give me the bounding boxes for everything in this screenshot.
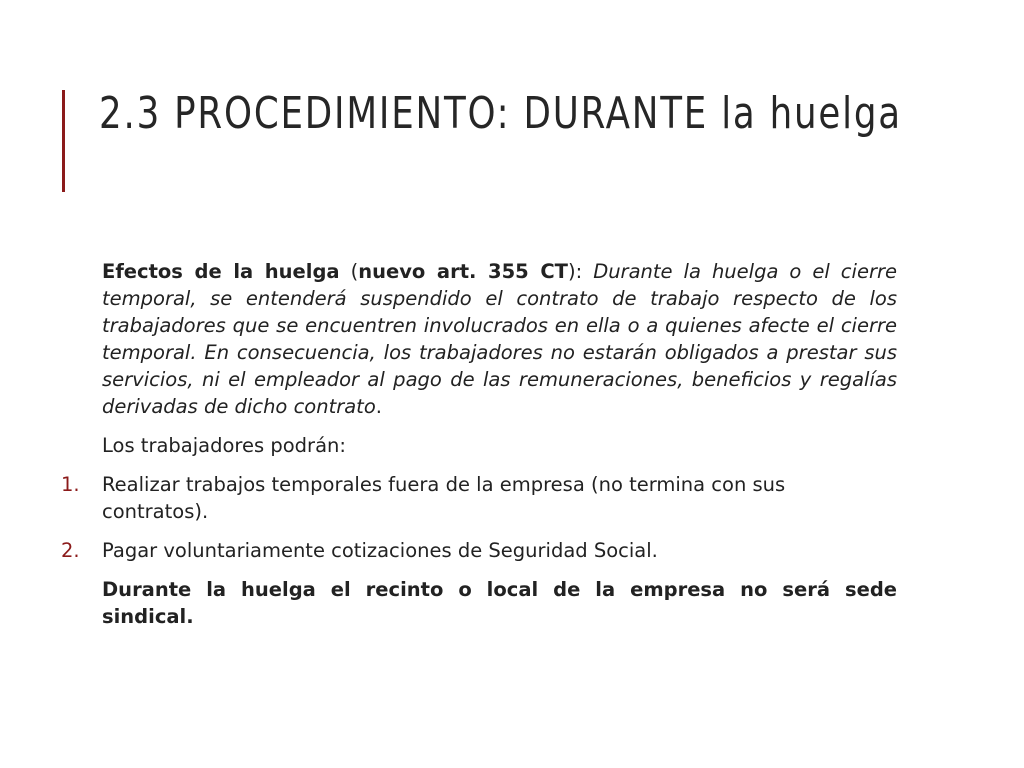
slide-title: 2.3 PROCEDIMIENTO: DURANTE la huelga bbox=[99, 88, 902, 139]
intro-label: Efectos de la huelga bbox=[102, 260, 340, 283]
rights-list bbox=[61, 471, 897, 564]
list-item-text: Realizar trabajos temporales fuera de la empresa (no termina con sus contratos). bbox=[102, 473, 786, 523]
intro-paren-close: ): bbox=[567, 260, 594, 283]
closing-statement: Durante la huelga el recinto o local de la empresa no será sede sindical. bbox=[102, 578, 897, 628]
list-item-text: Pagar voluntariamente cotizaciones de Seguridad Social. bbox=[102, 539, 658, 562]
list-item-number: 2. bbox=[61, 539, 80, 562]
intro-end-mark: . bbox=[375, 395, 382, 418]
title-accent-bar bbox=[62, 90, 65, 192]
list-item bbox=[61, 471, 897, 525]
intro-paragraph bbox=[102, 258, 897, 420]
list-item bbox=[61, 537, 897, 564]
list-item-number: 1. bbox=[61, 473, 80, 496]
intro-text: Durante la huelga o el cierre temporal, se entenderá suspendido el contrato de trabajo respecto de los trabajadores que se encuentren involucrados en ella o a quienes afecte el cierre temporal. En consecuencia, los trabajadores no estarán obligados a prestar sus servicios, ni el empleador al pago de las remuneraciones, beneficios y regalías derivadas de dicho contrato bbox=[102, 260, 897, 418]
lead-in-text: Los trabajadores podrán: bbox=[102, 434, 346, 457]
intro-article-ref: nuevo art. 355 CT bbox=[358, 260, 568, 283]
slide-body bbox=[61, 258, 897, 630]
intro-paren-open: ( bbox=[339, 260, 359, 283]
